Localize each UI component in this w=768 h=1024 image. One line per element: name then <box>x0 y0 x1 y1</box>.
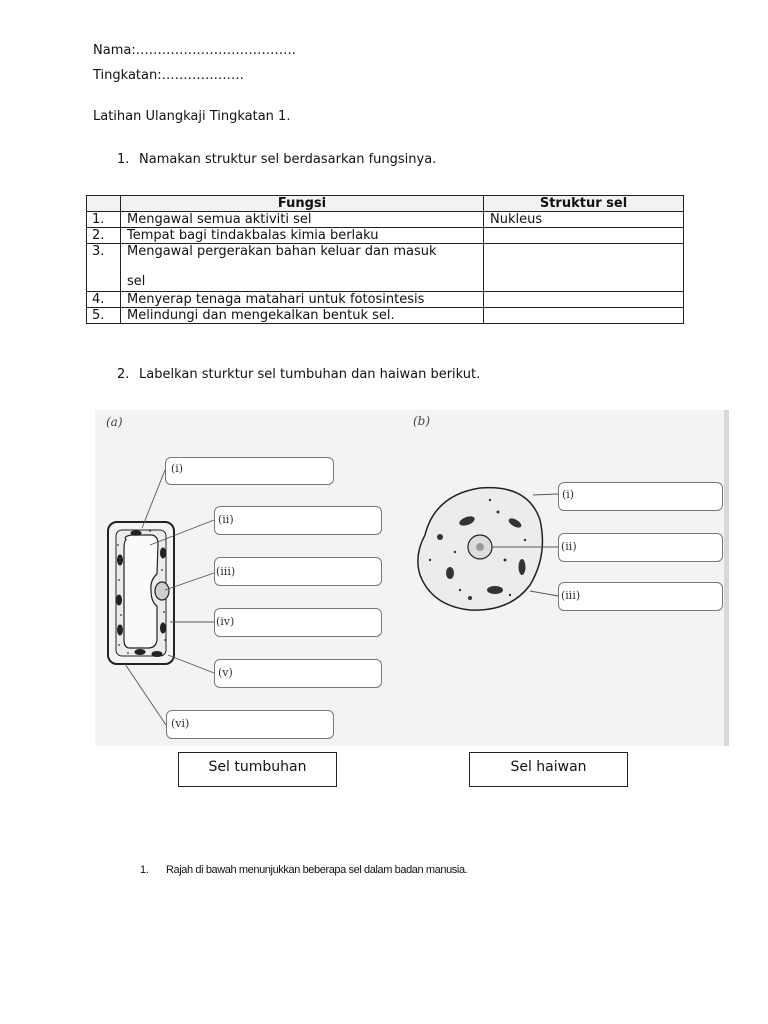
row-fungsi: Tempat bagi tindakbalas kimia berlaku <box>121 228 484 244</box>
plant-label-box-ii[interactable] <box>214 506 382 535</box>
row-struktur-answer[interactable]: Nukleus <box>484 212 684 228</box>
figure-a-tag: (a) <box>106 415 123 429</box>
animal-label-iii: (iii) <box>561 589 581 602</box>
form-level-field-line: Tingkatan:………………. <box>93 68 244 83</box>
animal-label-ii: (ii) <box>561 540 577 553</box>
name-field-line: Nama:………………………………. <box>93 43 296 58</box>
question-3-text: Rajah di bawah menunjukkan beberapa sel dalam badan manusia. <box>166 864 468 876</box>
animal-label-box-i[interactable] <box>558 482 723 511</box>
question-1-text: Namakan struktur sel berdasarkan fungsinya. <box>139 152 437 167</box>
plant-label-box-vi[interactable] <box>166 710 334 739</box>
question-2-text: Labelkan sturktur sel tumbuhan dan haiwan berikut. <box>139 367 481 382</box>
row-fungsi: Menyerap tenaga matahari untuk fotosintesis <box>121 292 484 308</box>
table-header-struktur: Struktur sel <box>484 196 684 212</box>
row-fungsi: Mengawal semua aktiviti sel <box>121 212 484 228</box>
animal-label-box-iii[interactable] <box>558 582 723 611</box>
row-number: 4. <box>87 292 121 308</box>
plant-label-vi: (vi) <box>171 717 190 730</box>
plant-label-v: (v) <box>218 666 233 679</box>
animal-cell-drawing <box>418 488 558 611</box>
row-number: 3. <box>87 244 121 292</box>
plant-cell-caption: Sel tumbuhan <box>178 752 337 787</box>
animal-cell-caption: Sel haiwan <box>469 752 628 787</box>
plant-label-iv: (iv) <box>216 615 235 628</box>
row-number: 2. <box>87 228 121 244</box>
plant-label-i: (i) <box>171 462 184 475</box>
row-number: 5. <box>87 308 121 324</box>
row-number: 1. <box>87 212 121 228</box>
figure-b-tag: (b) <box>413 414 431 428</box>
animal-label-box-ii[interactable] <box>558 533 723 562</box>
plant-cell-drawing <box>108 470 214 725</box>
question-2-number: 2. <box>117 367 130 382</box>
plant-label-ii: (ii) <box>218 513 234 526</box>
row-fungsi-line2: sel <box>127 274 146 289</box>
plant-label-box-i[interactable] <box>165 457 334 485</box>
table-header-fungsi: Fungsi <box>121 196 484 212</box>
worksheet-title: Latihan Ulangkaji Tingkatan 1. <box>93 109 291 124</box>
animal-label-i: (i) <box>562 488 575 501</box>
plant-label-box-iv[interactable] <box>214 608 382 637</box>
plant-label-box-iii[interactable] <box>214 557 382 586</box>
plant-label-iii: (iii) <box>216 565 236 578</box>
question-3-number: 1. <box>140 864 149 876</box>
row-fungsi: Melindungi dan mengekalkan bentuk sel. <box>121 308 484 324</box>
question-1-number: 1. <box>117 152 130 167</box>
plant-label-box-v[interactable] <box>214 659 382 688</box>
row-fungsi-line1: Mengawal pergerakan bahan keluar dan masuk <box>127 244 437 259</box>
